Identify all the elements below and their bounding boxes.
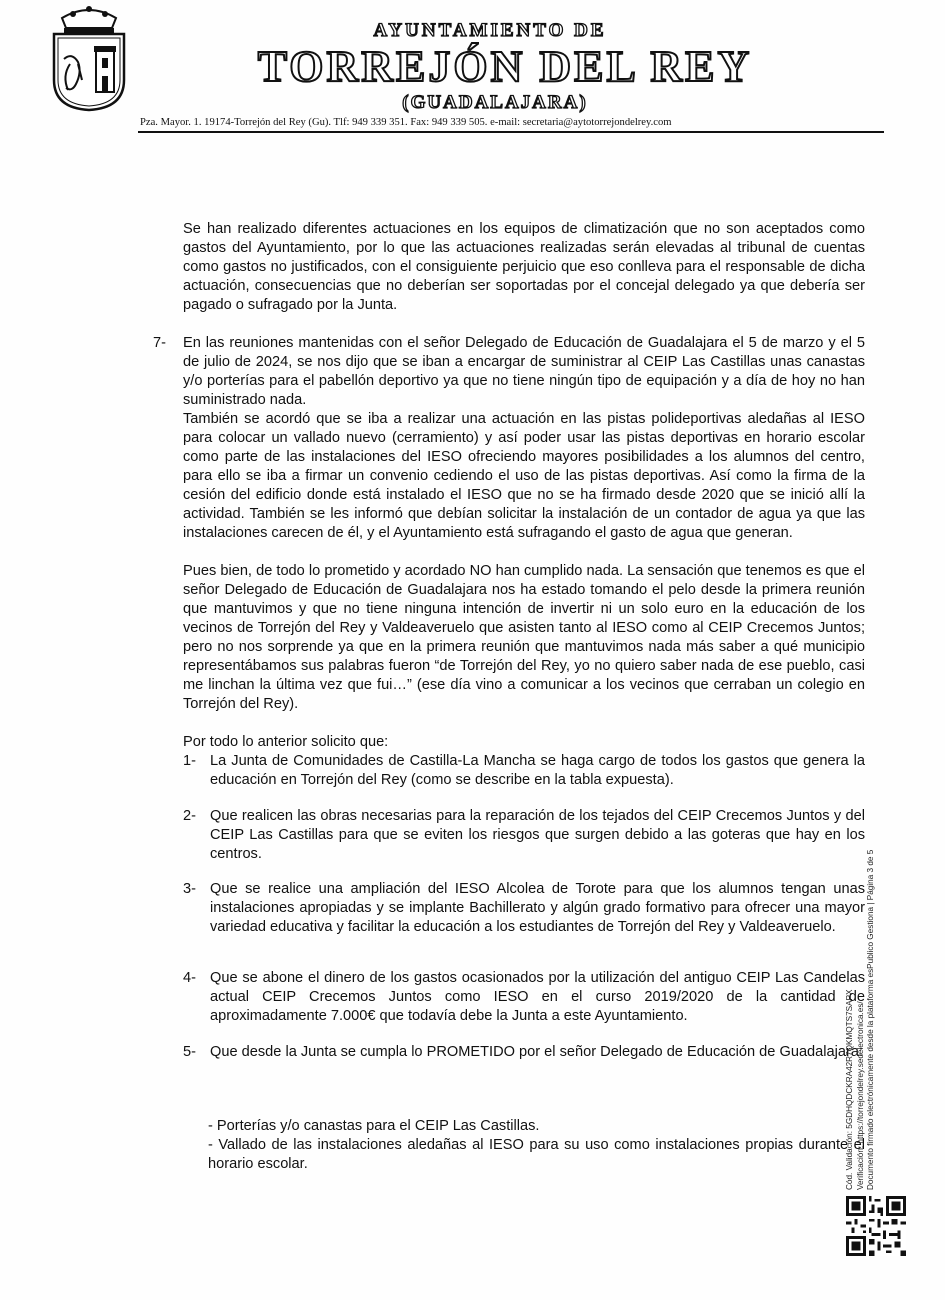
item-7-number: 7-	[153, 335, 166, 351]
item-7-paragraph-c: Pues bien, de todo lo prometido y acordado NO han cumplido nada. La sensación que tenemos es que el señor Delegado de Educación de Guadalajara nos ha estado tomando el pelo desde la primera reunión que mantuvimos y que no tiene ninguna intención de invertir ni un solo euro en la educación de los vecinos de Torrejón del Rey y Valdeaveruelo que asisten tanto al IESO como al CEIP Crecemos Juntos; pero no nos sorprende ya que en la primera reunión que mantuvimos nada más saber a qué municipio representábamos sus palabras fueron “de Torrejón del Rey, yo no quiero saber nada de ese pueblo, casi me linchan la última vez que fui…” (ese día vino a comunicar a los vecinos que cerraban un colegio en Torrejón del Rey).	[183, 563, 865, 712]
intro-paragraph: Se han realizado diferentes actuaciones en los equipos de climatización que no son aceptados como gastos del Ayuntamiento, por lo que las actuaciones realizadas serán elevadas al tribunal de cuentas como gastos no justificados, con el consiguiente perjuicio que eso conlleva para el responsable de dicha actuación, consecuencias que no deberían ser soportadas por el concejal delegado ya que debería ser pagado o sufragado por la Junta.	[183, 221, 865, 313]
header-divider	[138, 131, 884, 133]
validation-url: Verificación: https://torrejondelrey.sedelectronica.es/	[855, 1001, 865, 1190]
request-3-number: 3-	[183, 881, 196, 897]
request-intro: Por todo lo anterior solicito que:	[183, 734, 389, 750]
qr-code	[846, 1196, 906, 1256]
request-2-number: 2-	[183, 808, 196, 824]
header-title-main: TORREJÓN DEL REY	[257, 42, 753, 91]
item-7-paragraph-b: También se acordó que se iba a realizar una actuación en las pistas polideportivas aledañas al IESO para colocar un vallado nuevo (cerramiento) y así poder usar las pistas deportivas en horario escolar como parte de las instalaciones del IESO ofreciendo mayores posibilidades a los alumnos del centro, para ello se iba a firmar un convenio cediendo el uso de las pistas deportivas. Así como la firma de la cesión del edificio donde está instalado el IESO que no se ha firmado desde 2020 que se inició allí la actividad. También se les informó que debían solicitar la instalación de un contador de agua ya que las instalaciones carecen de él, y el Ayuntamiento está sufragando el gasto de agua que generan.	[183, 411, 865, 541]
request-4-number: 4-	[183, 970, 196, 986]
request-2-text: Que realicen las obras necesarias para la reparación de los tejados del CEIP Crecemos Juntos y del CEIP Las Castillas para que se eviten los riesgos que surgen debido a las goteras que hay en los centros.	[210, 808, 865, 862]
bullet-item: - Vallado de las instalaciones aledañas al IESO para su uso como instalaciones propias durante el horario escolar.	[208, 1137, 865, 1172]
request-3-text: Que se realice una ampliación del IESO Alcolea de Torote para que los alumnos tengan unas instalaciones apropiadas y se implante Bachillerato y algún grado formativo para ofrecer una mayor variedad educativa y facilitar la educación a los estudiantes de Torrejón del Rey y Valdeaveruelo.	[210, 881, 865, 935]
request-1-text: La Junta de Comunidades de Castilla-La Mancha se haga cargo de todos los gastos que genera la educación en Torrejón del Rey (como se describe en la tabla expuesta).	[210, 753, 865, 788]
header-province: (GUADALAJARA)	[402, 92, 588, 113]
request-1-number: 1-	[183, 753, 196, 769]
item-7-paragraph-a: En las reuniones mantenidas con el señor Delegado de Educación de Guadalajara el 5 de marzo y el 5 de julio de 2024, se nos dijo que se iban a encargar de suministrar al CEIP Las Castillas unas canastas y/o porterías para el pabellón deportivo ya que no tiene ningún tipo de equipación y a día de hoy no han suministrado nada.	[183, 335, 865, 408]
bullet-item: - Porterías y/o canastas para el CEIP Las Castillas.	[208, 1118, 540, 1134]
validation-code: Cód. Validación: 5GDHQDCKRA42R7QKMQTS7SAPX	[845, 989, 854, 1190]
coat-of-arms-logo	[48, 4, 130, 112]
validation-signature-note: Documento firmado electrónicamente desde la plataforma esPublico Gestiona | Página 3 de 5	[866, 849, 875, 1190]
request-5-text: Que desde la Junta se cumpla lo PROMETIDO por el señor Delegado de Educación de Guadalajara:	[210, 1044, 864, 1060]
request-5-number: 5-	[183, 1044, 196, 1060]
header-address: Pza. Mayor. 1. 19174-Torrejón del Rey (Gu). Tlf: 949 339 351. Fax: 949 339 505. e-mail: secretaria@aytotorrejondelrey.com	[140, 117, 672, 128]
request-4-text: Que se abone el dinero de los gastos ocasionados por la utilización del antiguo CEIP Las Candelas actual CEIP Crecemos Juntos como IESO en el curso 2019/2020 de la cantidad de aproximadamente 7.000€ que todavía debe la Junta a este Ayuntamiento.	[210, 970, 865, 1024]
validation-sidebar	[845, 800, 905, 1190]
header-title-small: AYUNTAMIENTO DE	[373, 20, 607, 41]
